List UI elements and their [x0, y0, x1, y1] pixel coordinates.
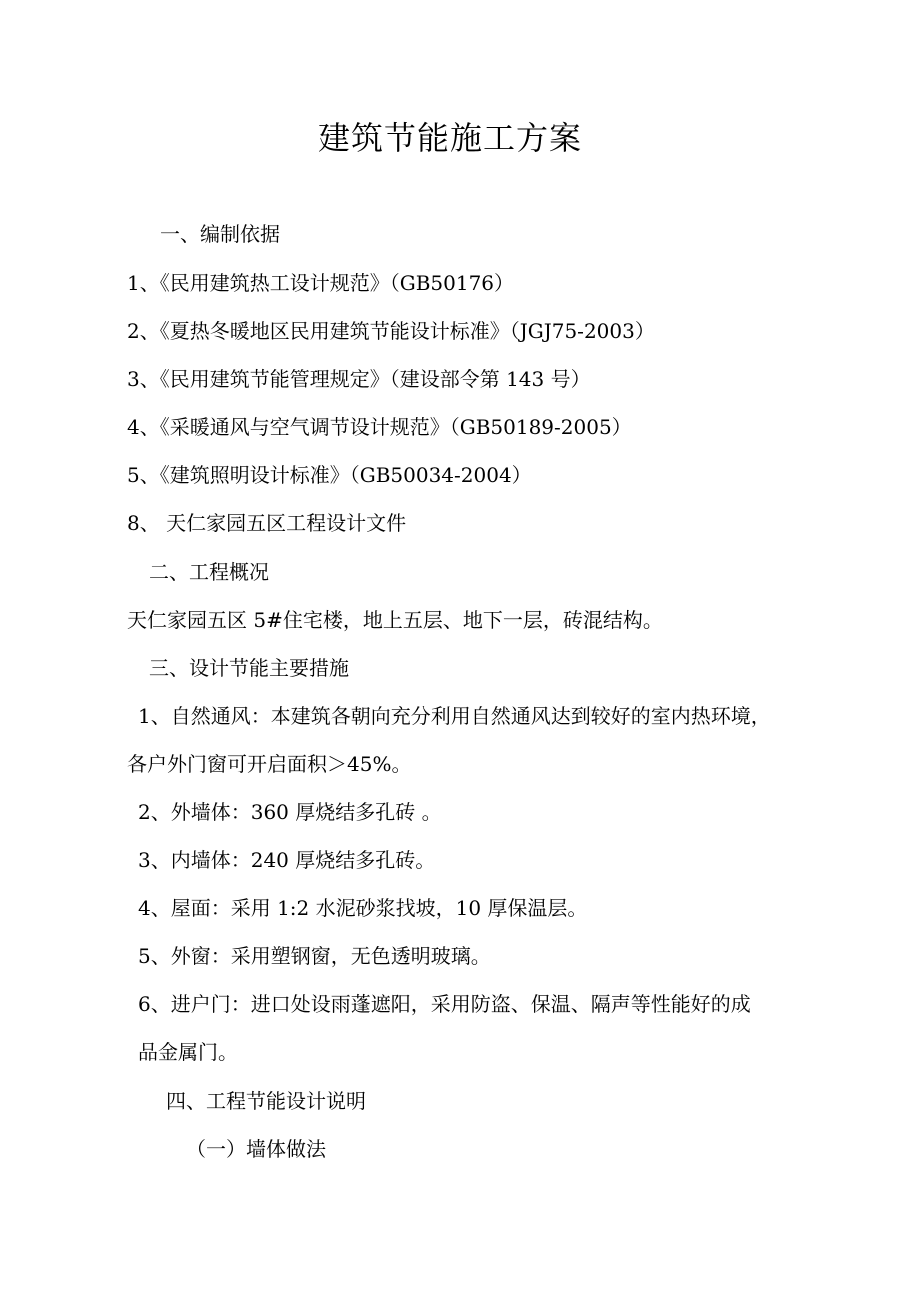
section2-heading: 二、工程概况 [149, 560, 269, 584]
section3-heading: 三、设计节能主要措施 [149, 656, 349, 680]
basis-item-4: 4、《采暖通风与空气调节设计规范》（GB50189-2005） [127, 415, 632, 439]
measure-item-1-line1: 1、自然通风：本建筑各朝向充分利用自然通风达到较好的室内热环境， [138, 704, 771, 728]
basis-item-3: 3、《民用建筑节能管理规定》（建设部令第 143 号） [127, 367, 591, 391]
measure-item-4: 4、屋面：采用 1:2 水泥砂浆找坡，10 厚保温层。 [138, 896, 588, 920]
measure-item-3: 3、内墙体：240 厚烧结多孔砖。 [138, 848, 436, 872]
section4-sub1: （一）墙体做法 [186, 1137, 326, 1161]
measure-item-5: 5、外窗：采用塑钢窗，无色透明玻璃。 [138, 944, 491, 968]
measure-item-6-line2: 品金属门。 [138, 1040, 238, 1064]
document-title: 建筑节能施工方案 [317, 119, 582, 157]
section4-heading: 四、工程节能设计说明 [166, 1089, 366, 1113]
measure-item-6-line1: 6、进户门：进口处设雨蓬遮阳，采用防盗、保温、隔声等性能好的成 [138, 992, 751, 1016]
measure-item-1-line2: 各户外门窗可开启面积＞45%。 [127, 752, 412, 776]
basis-item-2: 2、《夏热冬暖地区民用建筑节能设计标准》（JGJ75-2003） [127, 319, 655, 343]
project-overview-text: 天仁家园五区 5#住宅楼，地上五层、地下一层，砖混结构。 [127, 608, 663, 632]
basis-item-5: 5、《建筑照明设计标准》（GB50034-2004） [127, 463, 532, 487]
basis-item-8: 8、 天仁家园五区工程设计文件 [127, 511, 407, 535]
basis-item-1: 1、《民用建筑热工设计规范》（GB50176） [127, 271, 515, 295]
measure-item-2: 2、外墙体：360 厚烧结多孔砖 。 [138, 800, 442, 824]
section1-heading: 一、编制依据 [160, 222, 280, 246]
